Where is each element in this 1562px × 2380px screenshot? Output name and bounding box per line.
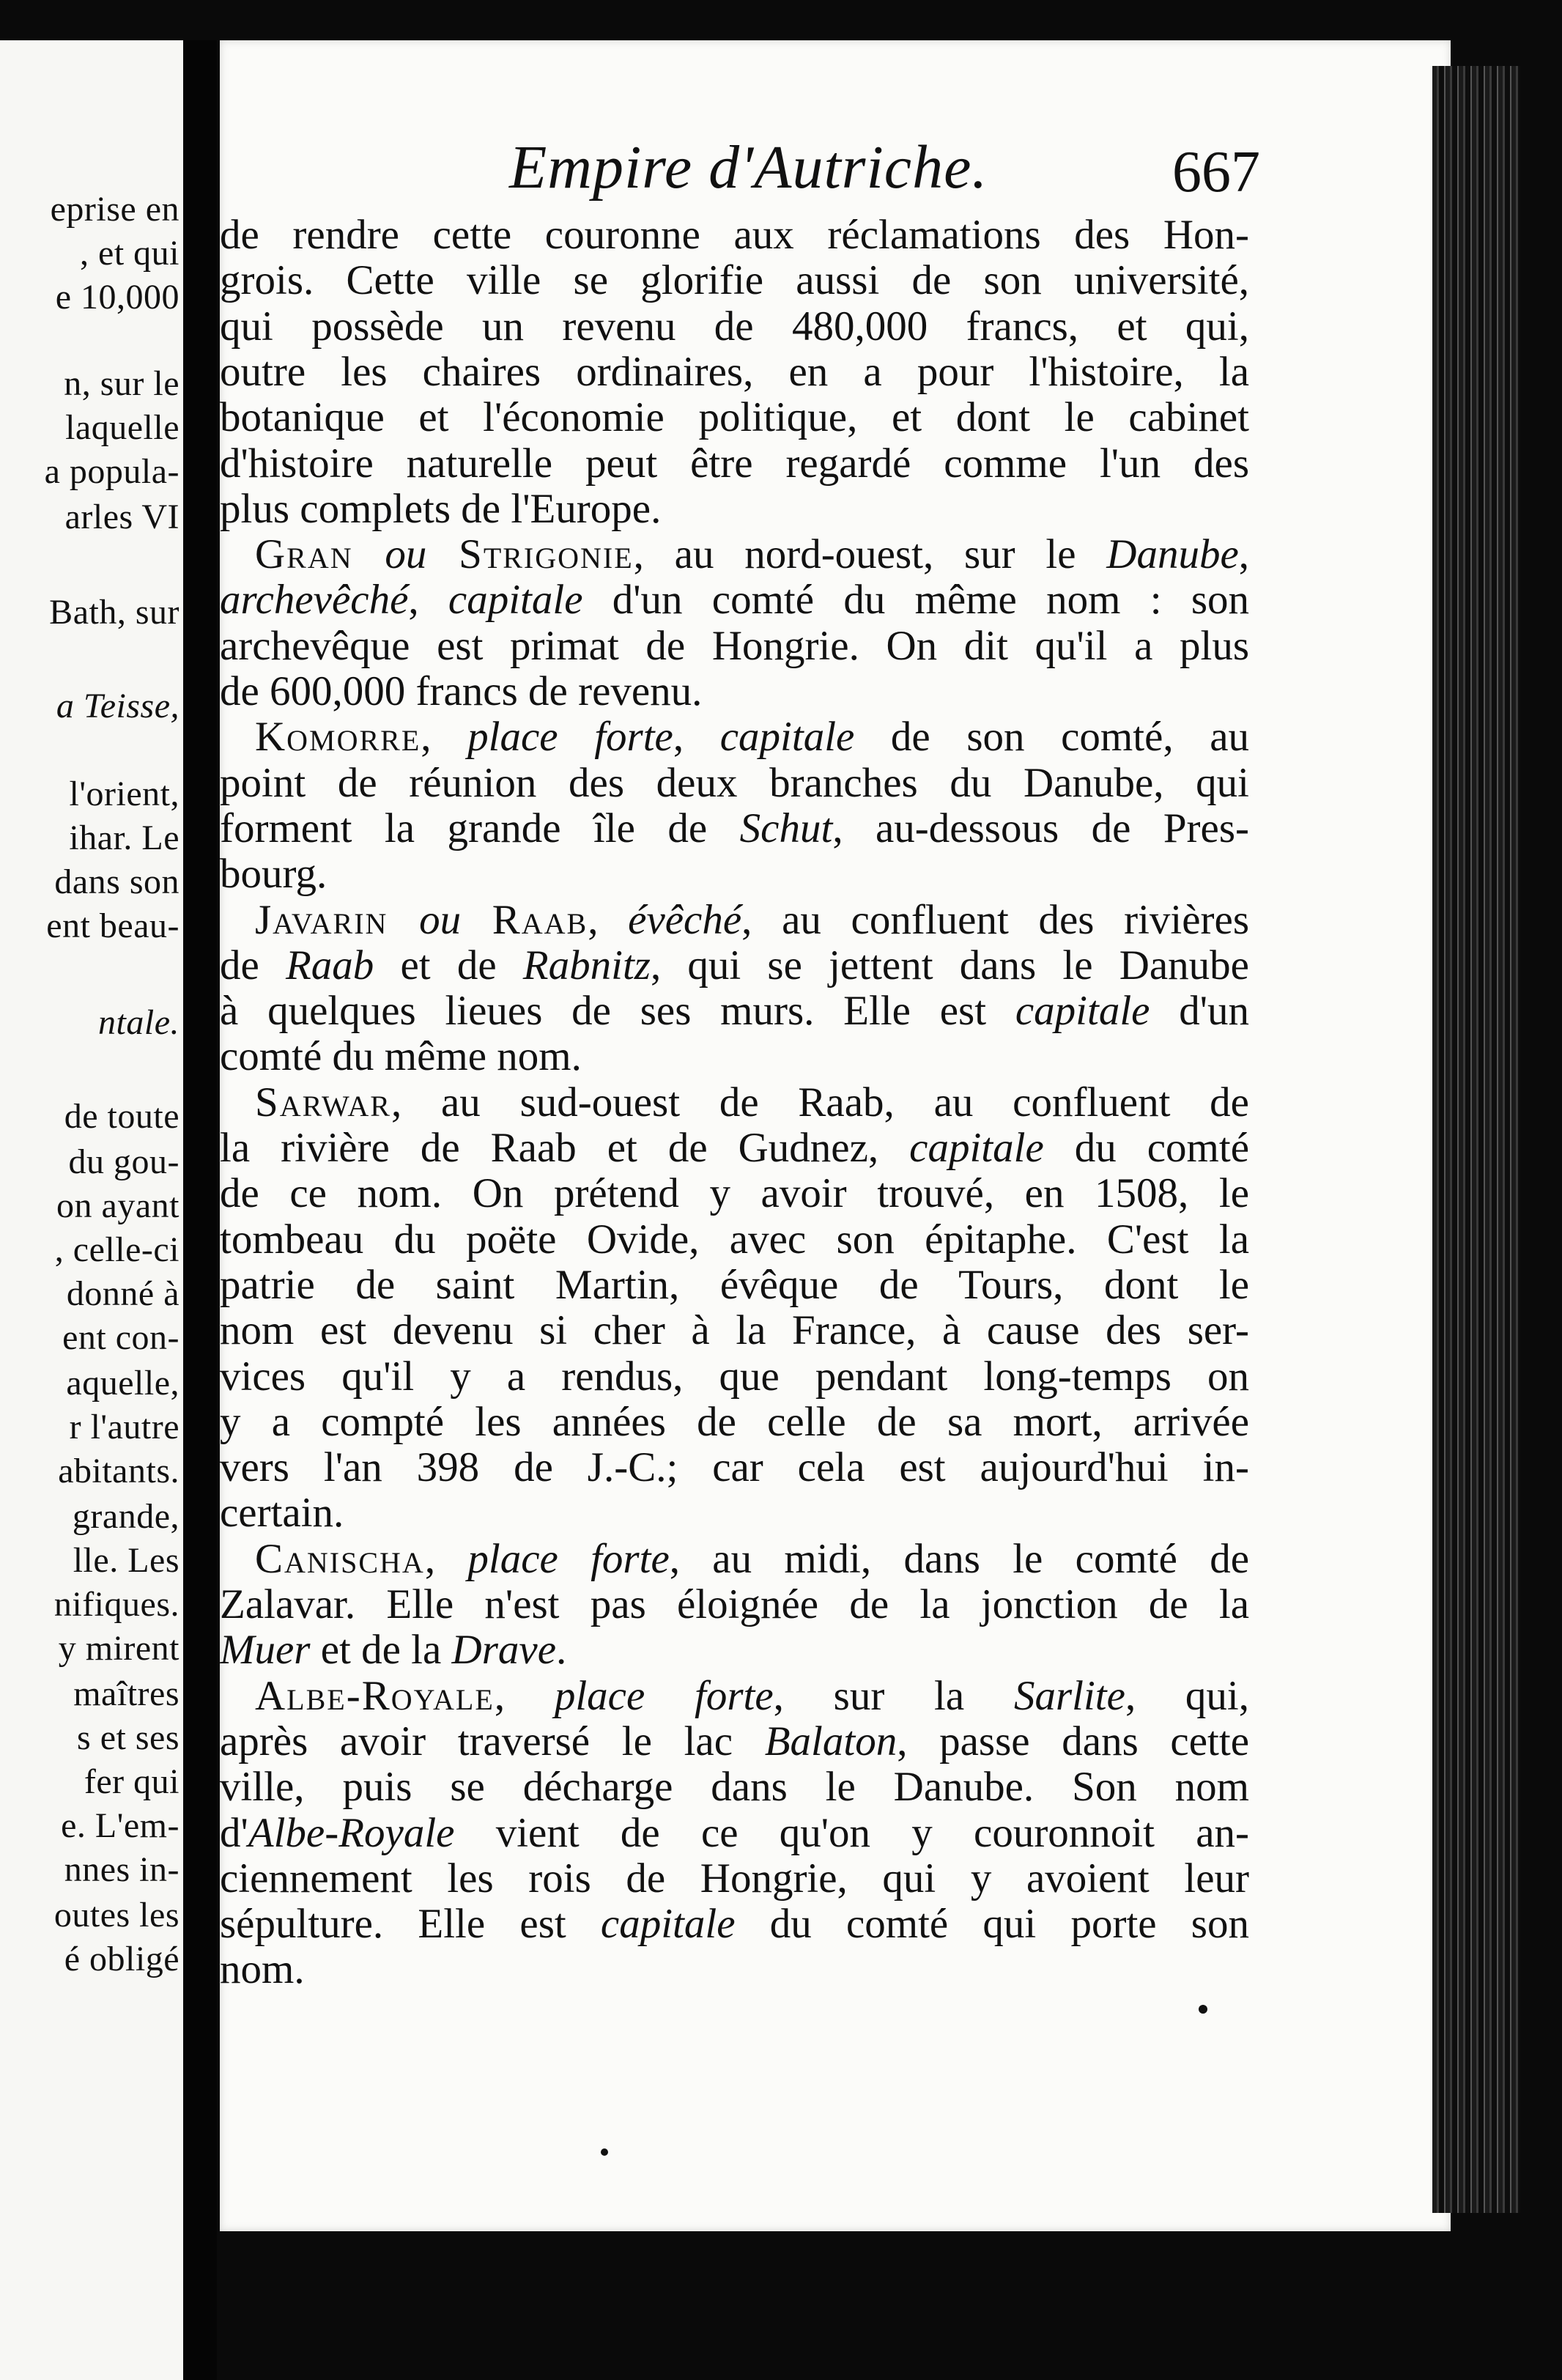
text-line (220, 441, 1249, 487)
text-line (220, 1674, 1249, 1719)
left-page-line: a Teisse, (56, 687, 179, 725)
text-run: sépulture. Elle est (220, 1901, 601, 1947)
text-line (220, 806, 1249, 851)
left-page-line: du gou- (68, 1142, 179, 1181)
text-line (220, 714, 1249, 760)
text-line (220, 761, 1249, 806)
place-name: Raab (461, 897, 588, 943)
text-run: vices qu'il y a rendus, que pendant long-temps on (220, 1353, 1249, 1400)
text-line (220, 624, 1249, 669)
italic-term: capitale (719, 714, 855, 760)
text-run: botanique et l'économie politique, et dont le cabinet (220, 394, 1249, 440)
text-run: patrie de saint Martin, évêque de Tours, dont le (220, 1262, 1249, 1308)
left-page-line: nnes in- (64, 1850, 179, 1889)
text-run: vient de ce qu'on y couronnoit an- (454, 1810, 1249, 1856)
text-line (220, 1400, 1249, 1445)
text-line (220, 1080, 1249, 1126)
page-number: 667 (1172, 140, 1260, 204)
running-head-title: Empire d'Autriche. (509, 133, 988, 202)
italic-term: Balaton (764, 1718, 897, 1764)
text-run: point de réunion des deux branches du Danube, qui (220, 760, 1249, 806)
left-page-line: ihar. Le (69, 818, 179, 857)
left-page-line: l'orient, (69, 775, 179, 813)
left-page-line: e 10,000 (55, 278, 179, 317)
text-line (220, 1811, 1249, 1856)
text-line (220, 1719, 1249, 1764)
text-line (220, 395, 1249, 440)
text-run: comté du même nom. (220, 1033, 582, 1079)
text-run: du comté qui porte son (735, 1901, 1249, 1947)
text-run: , au confluent des rivières (741, 897, 1250, 943)
left-page-line: dans son (54, 862, 179, 901)
text-run: de ce nom. On prétend y avoir trouvé, en 1508, le (220, 1170, 1249, 1216)
text-run: , au-dessous de Pres- (832, 805, 1249, 851)
text-run: de (220, 942, 286, 988)
text-line (220, 851, 1249, 897)
left-page-line: ntale. (98, 1003, 179, 1042)
text-run: , sur la (773, 1673, 1014, 1719)
text-line (220, 1263, 1249, 1308)
text-line (220, 1856, 1249, 1902)
text-line (220, 1490, 1249, 1536)
text-run: , (1238, 531, 1249, 577)
left-page-line: nifiques. (53, 1585, 179, 1624)
text-run: , (494, 1673, 555, 1719)
text-run: , (588, 897, 629, 943)
left-page-line: y mirent (58, 1629, 179, 1668)
text-run: et de la (310, 1627, 452, 1673)
left-page-line: abitants. (58, 1452, 179, 1490)
italic-term: place forte (554, 1673, 774, 1719)
text-run: , au nord-ouest, sur le (633, 531, 1107, 577)
text-run: nom est devenu si cher à la France, à cause des ser- (220, 1307, 1249, 1353)
text-line (220, 212, 1249, 258)
italic-term: capitale (909, 1125, 1044, 1171)
text-line (220, 1217, 1249, 1263)
text-run: vers l'an 398 de J.-C.; car cela est aujourd'hui in- (220, 1444, 1249, 1490)
ink-speck (1199, 2005, 1207, 2014)
text-run: de 600,000 francs de revenu. (220, 668, 703, 714)
text-run: , passe dans cette (897, 1718, 1249, 1764)
text-line (220, 1902, 1249, 1947)
italic-term: Schut (739, 805, 833, 851)
text-run: . (556, 1627, 567, 1673)
left-page-line: ent con- (62, 1318, 179, 1357)
italic-term: Danube (1106, 531, 1239, 577)
text-run: , au sud-ouest de Raab, au confluent de (390, 1079, 1249, 1126)
text-run: à quelques lieues de ses murs. Elle est (220, 988, 1015, 1034)
place-name: Strigonie (426, 531, 634, 577)
left-page-line: a popula- (44, 452, 179, 491)
text-line (220, 1171, 1249, 1216)
text-run: d'histoire naturelle peut être regardé comme l'un des (220, 440, 1249, 487)
ink-speck (601, 2148, 608, 2156)
left-page-line: aquelle, (66, 1364, 179, 1402)
italic-term: ou (419, 897, 462, 943)
text-run: certain. (220, 1490, 344, 1536)
text-line (220, 898, 1249, 943)
left-page-line: grande, (72, 1497, 179, 1536)
left-page-line: laquelle (65, 408, 179, 447)
text-run: grois. Cette ville se glorifie aussi de son université, (220, 257, 1249, 303)
left-page-line: , celle-ci (54, 1230, 179, 1269)
text-line (220, 1582, 1249, 1627)
left-page-line: r l'autre (69, 1408, 179, 1446)
text-line (220, 1537, 1249, 1582)
text-line (220, 487, 1249, 532)
text-line (220, 304, 1249, 350)
page-edges (1432, 66, 1520, 2213)
text-run: forment la grande île de (220, 805, 740, 851)
text-line (220, 1354, 1249, 1400)
left-page-line: arles VI (64, 498, 179, 536)
text-line (220, 1308, 1249, 1353)
text-run: d'un comté du même nom : son (582, 577, 1249, 623)
text-run: ville, puis se décharge dans le Danube. Son nom (220, 1764, 1249, 1810)
left-page-line: e. L'em- (61, 1806, 179, 1845)
text-run: plus complets de l'Europe. (220, 486, 662, 532)
left-page-line: eprise en (50, 190, 179, 229)
text-run: nom. (220, 1946, 305, 1992)
left-page-line: é obligé (64, 1940, 179, 1978)
text-line (220, 1034, 1249, 1079)
text-line (220, 943, 1249, 988)
text-run: Zalavar. Elle n'est pas éloignée de la jonction de la (220, 1581, 1249, 1627)
text-run: ciennement les rois de Hongrie, qui y avoient leur (220, 1855, 1249, 1902)
left-page-line: maîtres (73, 1674, 179, 1713)
text-run: d'un (1150, 988, 1249, 1034)
text-run: , qui, (1125, 1673, 1250, 1719)
italic-term: archevêché (220, 577, 409, 623)
left-page-line: fer qui (84, 1762, 179, 1801)
text-run: du comté (1043, 1125, 1249, 1171)
italic-term: capitale (448, 577, 583, 623)
italic-term: Muer (220, 1627, 311, 1673)
italic-term: Sarlite (1013, 1673, 1125, 1719)
text-run: archevêque est primat de Hongrie. On dit qu'il a plus (220, 623, 1249, 669)
book-gutter (183, 40, 217, 2380)
text-run: , (408, 577, 448, 623)
text-line (220, 1627, 1249, 1673)
place-name: Albe-Royale (255, 1673, 495, 1719)
text-run: après avoir traversé le lac (220, 1718, 765, 1764)
italic-term: place forte (467, 714, 673, 760)
italic-term: Rabnitz (522, 942, 651, 988)
text-run: , (673, 714, 720, 760)
text-run: , (421, 714, 468, 760)
text-line (220, 1947, 1249, 1992)
place-name: Javarin (255, 897, 420, 943)
text-run: qui possède un revenu de 480,000 francs, et qui, (220, 303, 1249, 350)
text-run: de son comté, au (854, 714, 1250, 760)
italic-term: ou (385, 531, 427, 577)
italic-term: Raab (285, 942, 374, 988)
text-run: , qui se jettent dans le Danube (650, 942, 1249, 988)
text-run: , (424, 1536, 468, 1582)
left-page-line: donné à (66, 1274, 179, 1313)
text-line (220, 532, 1249, 577)
text-run: et de (374, 942, 523, 988)
running-head (220, 103, 1260, 204)
left-page-line: lle. Les (73, 1541, 179, 1580)
italic-term: capitale (1015, 988, 1150, 1034)
text-run: y a compté les années de celle de sa mort, arrivée (220, 1399, 1249, 1445)
place-name: Sarwar (255, 1079, 391, 1126)
italic-term: Albe-Royale (248, 1810, 455, 1856)
text-run: outre les chaires ordinaires, en a pour l'histoire, la (220, 349, 1249, 395)
text-line (220, 1126, 1249, 1171)
text-line (220, 258, 1249, 303)
italic-term: Drave (451, 1627, 556, 1673)
text-run: de rendre cette couronne aux réclamations des Hon- (220, 212, 1249, 258)
text-run: , au midi, dans le comté de (669, 1536, 1250, 1582)
text-line (220, 988, 1249, 1034)
text-line (220, 1445, 1249, 1490)
left-page-line: ent beau- (46, 906, 179, 945)
left-page-line: outes les (53, 1896, 179, 1934)
left-page-line: , et qui (80, 234, 179, 273)
text-run: tombeau du poëte Ovide, avec son épitaphe. C'est la (220, 1216, 1249, 1263)
text-run: d' (220, 1810, 248, 1856)
italic-term: évêché (628, 897, 742, 943)
left-page-line: on ayant (56, 1186, 179, 1225)
text-line (220, 350, 1249, 395)
text-line (220, 669, 1249, 714)
italic-term: place forte (467, 1536, 670, 1582)
left-page-line: s et ses (77, 1718, 179, 1757)
left-page-line: Bath, sur (49, 593, 179, 632)
left-page-line: de toute (64, 1097, 179, 1136)
place-name: Gran (255, 531, 385, 577)
place-name: Canischa (255, 1536, 425, 1582)
text-line (220, 1764, 1249, 1810)
text-run: la rivière de Raab et de Gudnez, (220, 1125, 910, 1171)
text-run: bourg. (220, 851, 327, 897)
text-line (220, 577, 1249, 623)
place-name: Komorre (255, 714, 421, 760)
left-page-line: n, sur le (64, 364, 179, 403)
italic-term: capitale (600, 1901, 736, 1947)
